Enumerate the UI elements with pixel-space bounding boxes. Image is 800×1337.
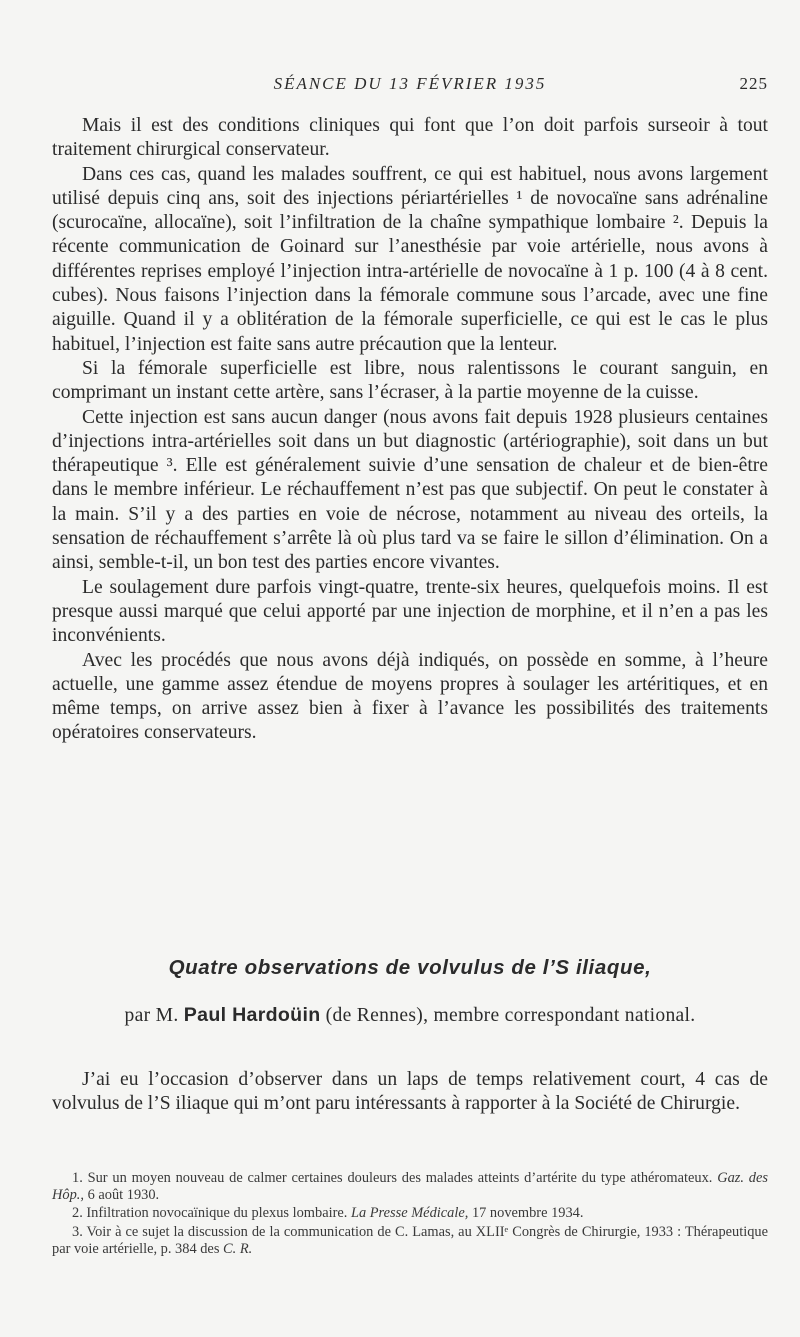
paragraph: Cette injection est sans aucun danger (nous avons fait depuis 1928 plusieurs centaines d’injections intra-artérielles soit dans un but diagnostic (artériographie), soit dans un but thérapeutique ³. Elle est généralement suivie d’une sensation de chaleur et de bien-être dans le membre inférieur. Le réchauffement n’est pas que subjectif. On peut le constater à la main. S’il y a des parties en voie de nécrose, notamment au niveau des orteils, la sensation de réchauffement s’arrête là où plus tard va se faire le sillon d’élimination. On a ainsi, semble-t-il, un bon test des parties encore vivantes. xyxy=(52,406,768,574)
byline-prefix: par M. xyxy=(124,1005,179,1026)
paragraph: Dans ces cas, quand les malades souffrent, ce qui est habituel, nous avons largement utilisé depuis cinq ans, soit des injections périartérielles ¹ de novocaïne sans adrénaline (scurocaïne, allocaïne), soit l’infiltration de la chaîne sympathique lombaire ². Depuis la récente communication de Goinard sur l’anesthésie par voie artérielle, nous avons à différentes reprises employé l’injection intra-artérielle de novocaïne à 1 p. 100 (4 à 8 cent. cubes). Nous faisons l’injection dans la fémorale commune sous l’arcade, avec une fine aiguille. Quand il y a oblitération de la fémorale superficielle, ce qui est le cas le plus habituel, l’injection est faite sans autre précaution que la lenteur. xyxy=(52,163,768,355)
section-title: Quatre observations de volvulus de l’S iliaque, xyxy=(168,956,652,979)
footnote xyxy=(52,1224,768,1258)
paragraph: Le soulagement dure parfois vingt-quatre, trente-six heures, quelquefois moins. Il est presque aussi marqué que celui apporté par une injection de morphine, et il n’en a pas les inconvénients. xyxy=(52,576,768,647)
running-title: SÉANCE DU 13 FÉVRIER 1935 xyxy=(273,74,547,93)
footnote xyxy=(52,1170,768,1204)
footnote-text: 17 novembre 1934. xyxy=(471,1205,584,1222)
author-name: Paul Hardoüin xyxy=(183,1004,321,1026)
footnote-journal: Gaz. des Hôp., xyxy=(52,1170,768,1204)
footnotes xyxy=(52,1170,768,1259)
section-intro: J’ai eu l’occasion d’observer dans un laps de temps relativement court, 4 cas de volvulus de l’S iliaque qui m’ont paru intéressants à rapporter à la Société de Chirurgie. xyxy=(52,1069,768,1115)
footnote-journal: La Presse Médicale, xyxy=(350,1205,469,1222)
paragraph: Si la fémorale superficielle est libre, nous ralentissons le courant sanguin, en comprimant un instant cette artère, sans l’écraser, à la partie moyenne de la cuisse. xyxy=(52,357,768,404)
footnote-journal: C. R. xyxy=(223,1240,253,1257)
footnote-text: 1. Sur un moyen nouveau de calmer certaines douleurs des malades atteints d’artérite du type athéromateux. xyxy=(72,1170,713,1186)
page-number: 225 xyxy=(739,74,768,93)
byline xyxy=(52,1004,768,1027)
footnote-text: 6 août 1930. xyxy=(87,1187,160,1204)
paragraph: Mais il est des conditions cliniques qui font que l’on doit parfois surseoir à tout traitement chirurgical conservateur. xyxy=(52,115,768,161)
footnote xyxy=(52,1205,768,1222)
running-header xyxy=(52,74,768,98)
byline-suffix: (de Rennes), membre correspondant national. xyxy=(325,1005,696,1026)
paragraph: Avec les procédés que nous avons déjà indiqués, on possède en somme, à l’heure actuelle, une gamme assez étendue de moyens propres à soulager les artéritiques, et en même temps, on arrive assez bien à fixer à l’avance les possibilités des traitements opératoires conservateurs. xyxy=(52,649,768,744)
body-text xyxy=(52,114,768,746)
footnote-text: 3. Voir à ce sujet la discussion de la communication de C. Lamas, au XLIIᵉ Congrès de Chirurgie, 1933 : Thérapeutique par voie artérielle, p. 384 des xyxy=(52,1223,768,1257)
footnote-text: 2. Infiltration novocaïnique du plexus lombaire. xyxy=(72,1205,348,1222)
